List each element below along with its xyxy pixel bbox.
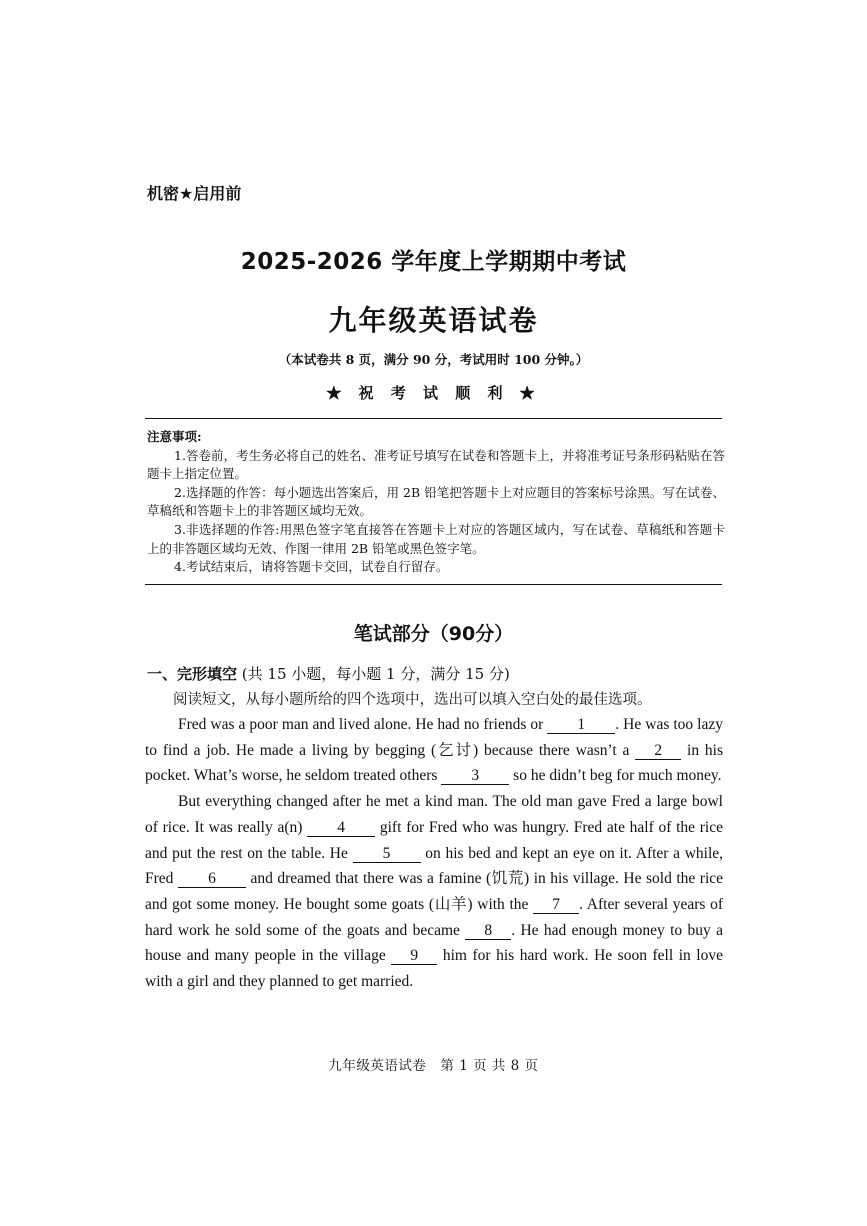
notes-box xyxy=(147,428,725,577)
blank-8: 8 xyxy=(465,922,511,940)
passage-paragraph xyxy=(145,712,723,789)
passage-paragraph xyxy=(145,789,723,995)
passage-text: . After several years of hard work he sold some of the goats and became xyxy=(145,895,723,939)
passage-text: on his bed and kept an eye on it. After a while, Fred xyxy=(145,844,724,888)
passage-text: and dreamed that there was a famine (饥荒) in his village. He sold the rice and got some money. He bought some goats (山羊) with the xyxy=(145,870,724,913)
passage-text: him for his hard work. He soon fell in love with a girl and they planned to get married. xyxy=(145,947,723,991)
passage-text: Fred was a poor man and lived alone. He had no friends or xyxy=(178,716,544,733)
part-info: (共 15 小题，每小题 1 分，满分 15 分) xyxy=(241,665,510,683)
passage-text: gift for Fred who was hungry. Fred ate half of the rice and put the rest on the table. He xyxy=(145,818,723,862)
notes-item: 1.答卷前，考生务必将自己的姓名、准考证号填写在试卷和答题卡上，并将准考证号条形码粘贴在答题卡上指定位置。 xyxy=(147,447,725,482)
passage-text: . He had enough money to buy a house and many people in the village xyxy=(145,921,723,965)
part-heading xyxy=(147,663,510,684)
notes-bottom-divider xyxy=(145,584,722,585)
good-luck-line: ★ 祝 考 试 顺 利 ★ xyxy=(326,384,541,402)
exam-title-main: 九年级英语试卷 xyxy=(328,304,539,337)
passage-text: But everything changed after he met a kind man. The old man gave Fred a large bowl of rice. It was really a(n) xyxy=(145,793,723,836)
blank-9: 9 xyxy=(391,947,437,965)
notes-top-divider xyxy=(145,418,722,419)
part-instruction: 阅读短文，从每小题所给的四个选项中，选出可以填入空白处的最佳选项。 xyxy=(173,692,652,708)
blank-6: 6 xyxy=(178,870,246,888)
blank-3: 3 xyxy=(441,767,509,785)
notes-item: 2.选择题的作答：每小题选出答案后，用 2B 铅笔把答题卡上对应题目的答案标号涂黑。写在试卷、草稿纸和答题卡上的非答题区域均无效。 xyxy=(147,484,725,519)
blank-2: 2 xyxy=(635,742,681,760)
page-footer: 九年级英语试卷 第 1 页 共 8 页 xyxy=(328,1058,539,1074)
passage-text: so he didn’t beg for much money. xyxy=(513,767,722,785)
notes-item: 3.非选择题的作答:用黑色签字笔直接答在答题卡上对应的答题区域内，写在试卷、草稿纸和答题卡上的非答题区域均无效、作图一律用 2B 铅笔或黑色签字笔。 xyxy=(147,521,725,556)
passage-text: in his pocket. What’s worse, he seldom treated others xyxy=(145,741,724,785)
section-title: 笔试部分（90分） xyxy=(353,623,514,645)
passage-text: . He was too lazy to find a job. He made a living by begging (乞讨) because there wasn’t a xyxy=(145,716,723,759)
part-label: 一、完形填空 xyxy=(147,665,238,683)
blank-1: 1 xyxy=(547,716,615,734)
blank-7: 7 xyxy=(533,896,579,914)
blank-5: 5 xyxy=(353,845,421,863)
cloze-passage xyxy=(145,712,723,995)
exam-subtitle: （本试卷共 8 页，满分 90 分，考试用时 100 分钟。） xyxy=(278,352,589,367)
exam-title-year: 2025-2026 学年度上学期期中考试 xyxy=(240,249,627,275)
blank-4: 4 xyxy=(307,819,375,837)
notes-heading: 注意事项: xyxy=(147,429,202,444)
confidential-label: 机密★启用前 xyxy=(147,184,242,203)
notes-item: 4.考试结束后，请将答题卡交回，试卷自行留存。 xyxy=(174,559,449,575)
